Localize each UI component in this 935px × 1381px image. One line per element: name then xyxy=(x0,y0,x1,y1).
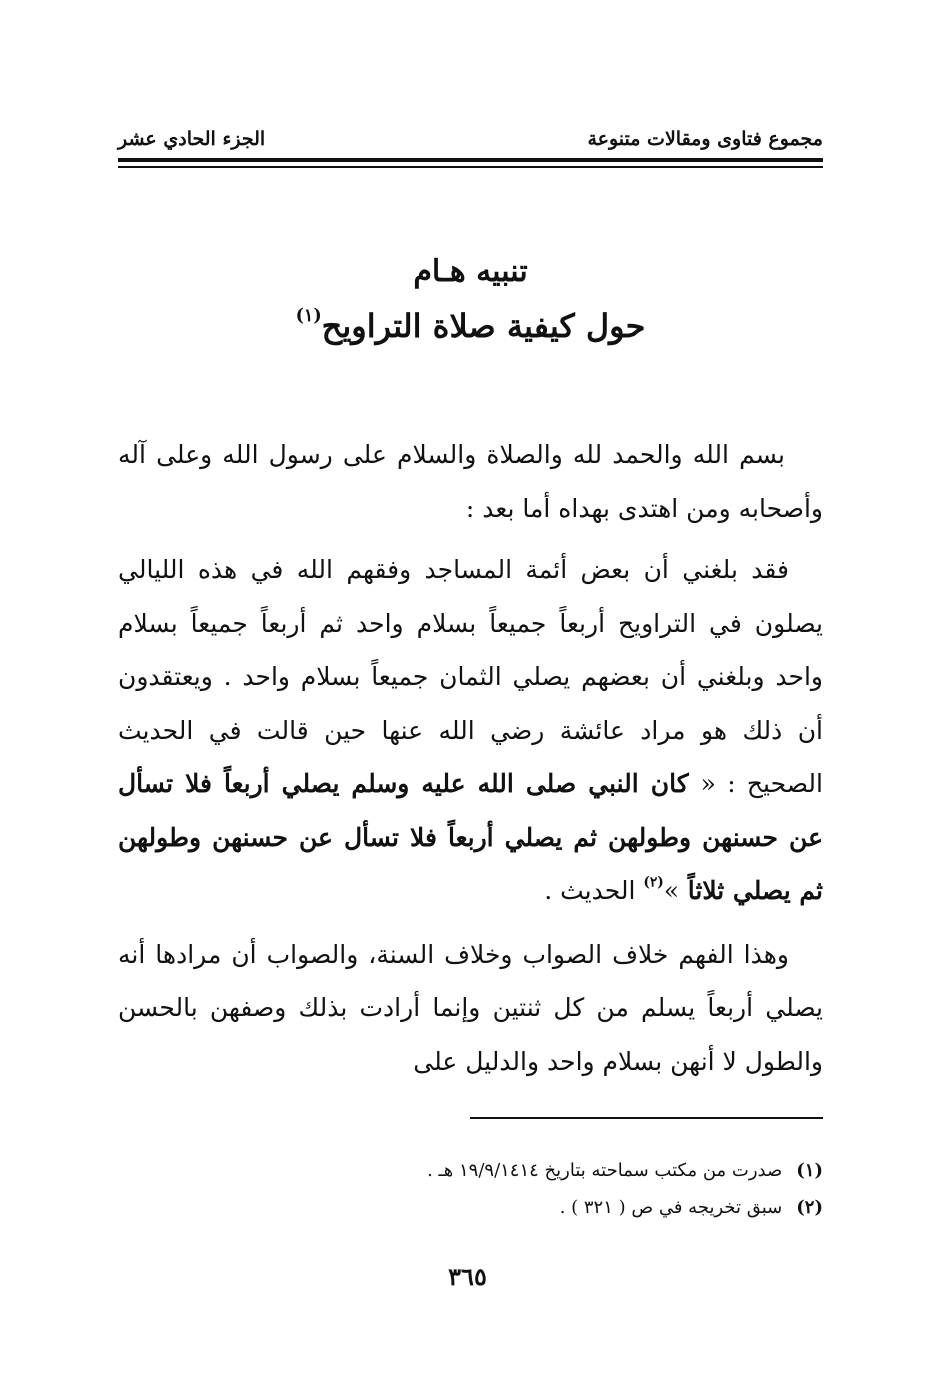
hadith-quote: كان النبي صلى الله عليه وسلم يصلي أربعاً فلا تسأل عن حسنهن وطولهن ثم يصلي أربعاً فلا تسأل عن حسنهن وطولهن ثم يصلي ثلاثاً xyxy=(118,769,823,905)
book-title: مجموع فتاوى ومقالات متنوعة xyxy=(587,128,823,150)
paragraph-2-tail: الحديث . xyxy=(544,876,644,905)
footnote-2 xyxy=(118,1189,823,1226)
footnote-marker-2: (٢) xyxy=(643,874,664,891)
header-rule-thick xyxy=(118,158,823,162)
footnote-1 xyxy=(118,1152,823,1189)
footnote-text: سبق تخريجه في ص ( ٣٢١ ) . xyxy=(559,1197,783,1218)
running-header xyxy=(118,128,823,154)
volume-label: الجزء الحادي عشر xyxy=(118,128,266,150)
footnotes xyxy=(118,1152,823,1226)
footnote-marker-1: (١) xyxy=(295,305,322,327)
page-number: ٣٦٥ xyxy=(448,1262,487,1291)
article-body xyxy=(118,428,823,1098)
header-rule-thin xyxy=(118,166,823,168)
article-subtitle xyxy=(118,300,823,352)
article-subtitle-text: حول كيفية صلاة التراويح xyxy=(321,307,646,345)
quote-close: » xyxy=(663,876,680,905)
paragraph-opening: بسم الله والحمد لله والصلاة والسلام على رسول الله وعلى آله وأصحابه ومن اهتدى بهداه أما بعد : xyxy=(118,440,823,523)
article-title: تنبيه هـام xyxy=(413,254,528,289)
footnote-separator xyxy=(470,1117,823,1119)
footnote-number: (٢) xyxy=(796,1197,823,1218)
paragraph-3: وهذا الفهم خلاف الصواب وخلاف السنة، والصواب أن مرادها أنه يصلي أربعاً يسلم من كل ثنتين وإنما أرادت بذلك وصفهن بالحسن والطول لا أنهن بسلام واحد والدليل على xyxy=(118,939,823,1076)
paragraph-2 xyxy=(118,543,823,918)
footnote-text: صدرت من مكتب سماحته بتاريخ ١٩/٩/١٤١٤ هـ . xyxy=(427,1160,783,1181)
paragraph-2-text: فقد بلغني أن بعض أئمة المساجد وفقهم الله في هذه الليالي يصلون في التراويح أربعاً جميعاً بسلام واحد ثم أربعاً جميعاً بسلام واحد وبلغني أن بعضهم يصلي الثمان جميعاً بسلام واحد . ويعتقدون أن ذلك هو مراد عائشة رضي الله عنها حين قالت في الحديث الصحيح : « xyxy=(118,555,823,798)
article-titles xyxy=(118,250,823,352)
footnote-number: (١) xyxy=(796,1160,823,1181)
